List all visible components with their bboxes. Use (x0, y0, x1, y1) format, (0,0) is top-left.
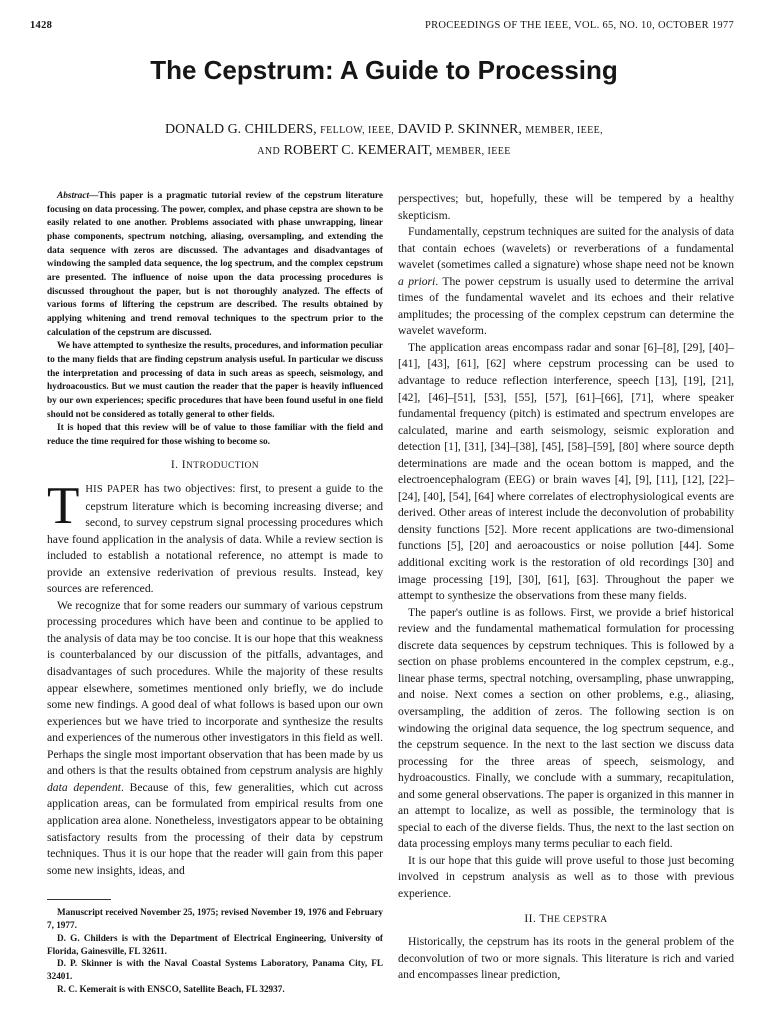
paragraph-text: . Because of this, few generalities, which cut across application areas, can be formulated from empirical results from one application area alone. Nonetheless, investigators appear to be obtaining satisfactory results from the processing of their data by cepstrum techniques. Thus it is our hope that the reader will gain from this paper some new insights, ideas, and (47, 780, 384, 877)
author-name: DONALD G. CHILDERS, (164, 122, 317, 137)
abstract-text: —This paper is a pragmatic tutorial review of the cepstrum literature focusing on data processing. The power, complex, and phase cepstra are shown to be easily related to one another. Problems associated with phase unwrapping, linear phase components, spectrum notching, aliasing, oversampling, and extending the data sequence with zeros are discussed. The advantages and disadvantages of windowing the sampled data sequence, the log spectrum, and the complex cepstrum are presented. The influence of noise upon the data processing procedures is discussed throughout the paper, but is not thoroughly analyzed. The effects of various forms of liftering the cepstrum are described. The results obtained by applying whitening and trend removal techniques to the spectrum prior to the calculation of the cepstrum are discussed. (47, 191, 383, 338)
body-paragraph (47, 598, 383, 879)
body-paragraph: perspectives; but, hopefully, these will be tempered by a healthy skepticism. (398, 192, 734, 222)
author-rank: FELLOW, IEEE, (320, 125, 395, 136)
footnote-rule (47, 899, 111, 900)
abstract-paragraph: We have attempted to synthesize the results, procedures, and information peculiar to the many fields that are finding cepstrum analysis useful. In particular we discuss the interpretation and processing of data in such areas as speech, seismology, and hydroacoustics. But we must caution the reader that the paper is heavily influenced by our own experiences; specific procedures that have been found useful in one field should not be considered as totally general to other fields. (47, 341, 383, 420)
emphasis-text: a priori (398, 274, 436, 288)
author-name: DAVID P. SKINNER, (397, 122, 522, 137)
footnote: Manuscript received November 25, 1975; revised November 19, 1976 and February 7, 1977. (47, 907, 383, 930)
section-heading-smallcaps: HE CEPSTRA (546, 914, 608, 925)
page-number: 1428 (30, 20, 53, 31)
footnote: D. G. Childers is with the Department of Electrical Engineering, University of Florida, Gainesville, FL 32611. (47, 932, 383, 956)
section-heading-introduction (47, 457, 383, 475)
paper-title: The Cepstrum: A Guide to Processing (150, 55, 618, 85)
author-conjunction: AND (257, 146, 281, 157)
body-paragraph: It is our hope that this guide will prove useful to those just becoming involved in cepstrum analysis as well as to those with previous experience. (398, 853, 734, 900)
body-paragraph: Historically, the cepstrum has its roots in the general problem of the deconvolution of two or more signals. This literature is rich and varied and encompasses linear prediction, (398, 935, 734, 982)
emphasis-text: data dependent (47, 780, 122, 794)
paragraph-text: has two objectives: first, to present a guide to the cepstrum literature which is becoming increasing diverse; and second, to survey cepstrum signal processing procedures which have found application in the analysis of data. While a review section is included to establish a notational reference, no attempt is made to provide an extensive rederivation of previous results. Instead, key sources are referenced. (47, 482, 384, 596)
author-block (0, 120, 768, 162)
section-heading-cepstra (398, 911, 734, 929)
left-column (47, 190, 383, 996)
author-line-1 (0, 120, 768, 141)
lead-in-words: HIS PAPER (85, 484, 140, 496)
drop-cap: T (47, 477, 80, 536)
running-header (30, 20, 734, 36)
body-paragraph: The paper's outline is as follows. First, we provide a brief historical review and the fundamental mathematical formulation for processing discrete data sequences by cepstrum techniques. This is followed by a section on phase problems encountered in the complex cepstrum, e.g., linear phase terms, spectral notching, oversampling, phase unwrapping, and noise. Next comes a section on other problems, e.g., aliasing, oversampling, the addition of zeros. The following section is on windowing the original data sequence, the log spectrum sequence, and the cepstrum sequence. In the next to the last section we discuss data processing for the three areas of speech, seismology, and hydroacoustics. Finally, we conclude with a summary, recapitulation, and some general observations. The paper is organized in this manner in an attempt to localize, as well as possible, the terminology that is special to each of the diverse fields. Thus, the next to the last section on data processing employs many terms peculiar to each field. (398, 605, 734, 851)
section-heading-numeral: II. T (524, 911, 547, 925)
paragraph-text: Fundamentally, cepstrum techniques are suited for the analysis of data that contain echoes (wavelets) or reverberations of a fundamental wavelet (sometimes called a signature) whose shape need not be known (398, 225, 734, 272)
author-rank: MEMBER, IEEE, (525, 125, 604, 136)
body-paragraph (47, 477, 384, 598)
abstract-paragraph (47, 190, 383, 340)
body-paragraph (398, 224, 734, 340)
paragraph-text: . The power cepstrum is usually used to determine the arrival times of the fundamental wavelet and its echoes and their relative amplitudes; the processing of the complex cepstrum can determine the wavelet waveform. (398, 274, 734, 338)
author-line-2 (0, 141, 768, 162)
paragraph-text: We recognize that for some readers our summary of various cepstrum processing procedures which have been and continue to be applied to the analysis of data may be too concise. It is our hope that this weakness is counterbalanced by our discussion of the pitfalls, advantages, and disadvantages of such procedures. While the majority of these results appear elsewhere, sometimes mentioned only briefly, we do include some new findings. A good deal of what follows is based upon our own experiences but we have tried to incorporate and synthesize the results and experiences of the numerous other investigators in this field as well. Perhaps the single most important observation that has been made by us and others is that the results obtained from cepstrum analysis are highly (47, 598, 383, 778)
section-heading-numeral: I. I (170, 458, 187, 472)
section-heading-smallcaps: NTRODUCTION (186, 461, 260, 472)
author-rank: MEMBER, IEEE (435, 146, 511, 157)
journal-citation: PROCEEDINGS OF THE IEEE, VOL. 65, NO. 10, OCTOBER 1977 (424, 20, 734, 31)
body-paragraph: The application areas encompass radar and sonar [6]–[8], [29], [40]–[41], [43], [61], [62] where cepstrum processing can be used to advantage to reduce reflection interference, speech [13], [19], [21], [42], [46]–[51], [53], [55], [57], [61]–[66], [71], where speaker fundamental frequency (pitch) is estimated and spectrum envelopes are calculated, marine and earth seismology, seismic exploration and detection [1], [31], [34]–[38], [45], [58]–[59], [80] where source depth determinations are made and the ocean bottom is mapped, and the electroencephalogram (EEG) or brain waves [4], [9], [11], [12], [22]–[24], [40], [54], [64] where correlates of electrophysiological events are derived. Other areas of interest include the deconvolution of probability density functions [52]. More recent applications are two-dimensional functions [5], [20] and aeroacoustics or noise pollution [44]. Some additional exciting work is the restoration of old recordings [30] and image processing [19], [30], [61], [63]. Throughout the paper we attempt to synthesize the observations from these many fields. (398, 340, 734, 603)
right-column (398, 191, 734, 984)
author-name: ROBERT C. KEMERAIT, (283, 143, 433, 158)
footnote: R. C. Kemerait is with ENSCO, Satellite Beach, FL 32937. (57, 983, 285, 994)
abstract-label: Abstract (57, 191, 90, 201)
abstract-paragraph: It is hoped that this review will be of value to those familiar with the field and reduce the time required for those wishing to become so. (47, 423, 383, 447)
footnote: D. P. Skinner is with the Naval Coastal Systems Laboratory, Panama City, FL 32401. (47, 958, 383, 982)
